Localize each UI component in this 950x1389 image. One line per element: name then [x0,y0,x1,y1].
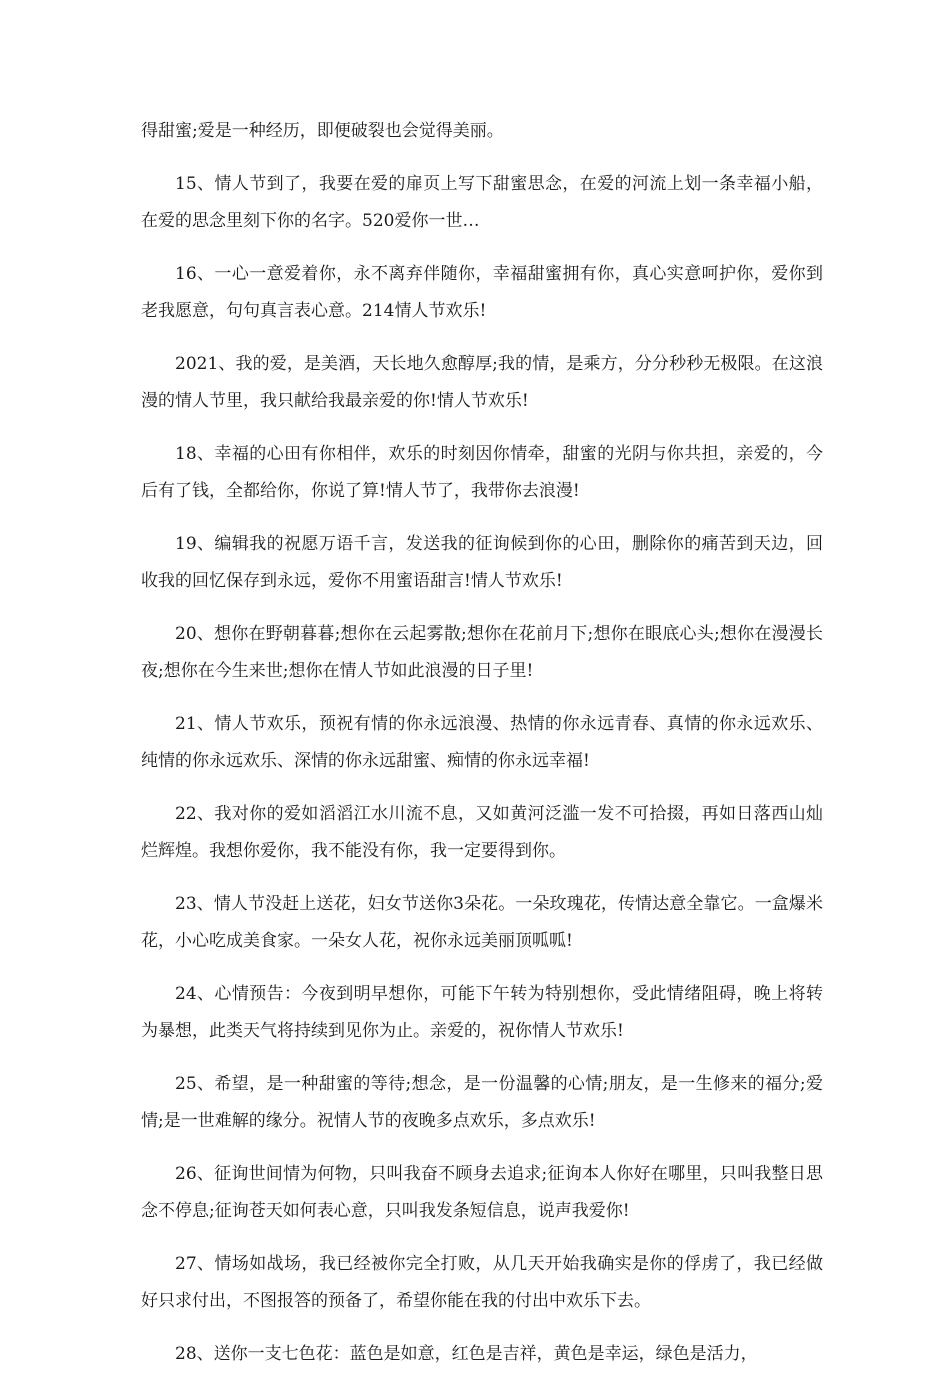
paragraph-2021: 2021、我的爱，是美酒，天长地久愈醇厚;我的情，是乘方，分分秒秒无极限。在这浪漫的情人节里，我只献给我最亲爱的你!情人节欢乐! [141,354,823,411]
paragraph-23: 23、情人节没赶上送花，妇女节送你3朵花。一朵玫瑰花，传情达意全靠它。一盒爆米花，小心吃成美食家。一朵女人花，祝你永远美丽顶呱呱! [141,894,823,951]
paragraph-26: 26、征询世间情为何物，只叫我奋不顾身去追求;征询本人你好在哪里，只叫我整日思念不停息;征询苍天如何表心意，只叫我发条短信息，说声我爱你! [141,1164,823,1221]
paragraph-18: 18、幸福的心田有你相伴，欢乐的时刻因你情牵，甜蜜的光阴与你共担，亲爱的，今后有了钱，全都给你，你说了算!情人节了，我带你去浪漫! [141,444,823,501]
paragraph-15: 15、情人节到了，我要在爱的扉页上写下甜蜜思念，在爱的河流上划一条幸福小船，在爱的思念里刻下你的名字。520爱你一世… [141,174,823,231]
document-body [141,113,823,1389]
paragraph-continuation: 得甜蜜;爱是一种经历，即便破裂也会觉得美丽。 [141,121,504,141]
paragraph-22: 22、我对你的爱如滔滔江水川流不息，又如黄河泛滥一发不可拾掇，再如日落西山灿烂辉煌。我想你爱你，我不能没有你，我一定要得到你。 [141,804,823,861]
paragraph-16: 16、一心一意爱着你，永不离弃伴随你，幸福甜蜜拥有你，真心实意呵护你，爱你到老我愿意，句句真言表心意。214情人节欢乐! [141,264,823,321]
paragraph-25: 25、希望，是一种甜蜜的等待;想念，是一份温馨的心情;朋友，是一生修来的福分;爱情;是一世难解的缘分。祝情人节的夜晚多点欢乐，多点欢乐! [141,1074,823,1131]
paragraph-19: 19、编辑我的祝愿万语千言，发送我的征询候到你的心田，删除你的痛苦到天边，回收我的回忆保存到永远，爱你不用蜜语甜言!情人节欢乐! [141,534,823,591]
paragraph-27: 27、情场如战场，我已经被你完全打败，从几天开始我确实是你的俘虏了，我已经做好只求付出，不图报答的预备了，希望你能在我的付出中欢乐下去。 [141,1254,823,1311]
paragraph-21: 21、情人节欢乐，预祝有情的你永远浪漫、热情的你永远青春、真情的你永远欢乐、纯情的你永远欢乐、深情的你永远甜蜜、痴情的你永远幸福! [141,714,823,771]
paragraph-20: 20、想你在野朝暮暮;想你在云起雾散;想你在花前月下;想你在眼底心头;想你在漫漫长夜;想你在今生来世;想你在情人节如此浪漫的日子里! [141,624,823,681]
paragraph-28: 28、送你一支七色花：蓝色是如意，红色是吉祥，黄色是幸运，绿色是活力， [175,1344,758,1364]
paragraph-24: 24、心情预告：今夜到明早想你，可能下午转为特别想你，受此情绪阻碍，晚上将转为暴想，此类天气将持续到见你为止。亲爱的，祝你情人节欢乐! [141,984,823,1041]
